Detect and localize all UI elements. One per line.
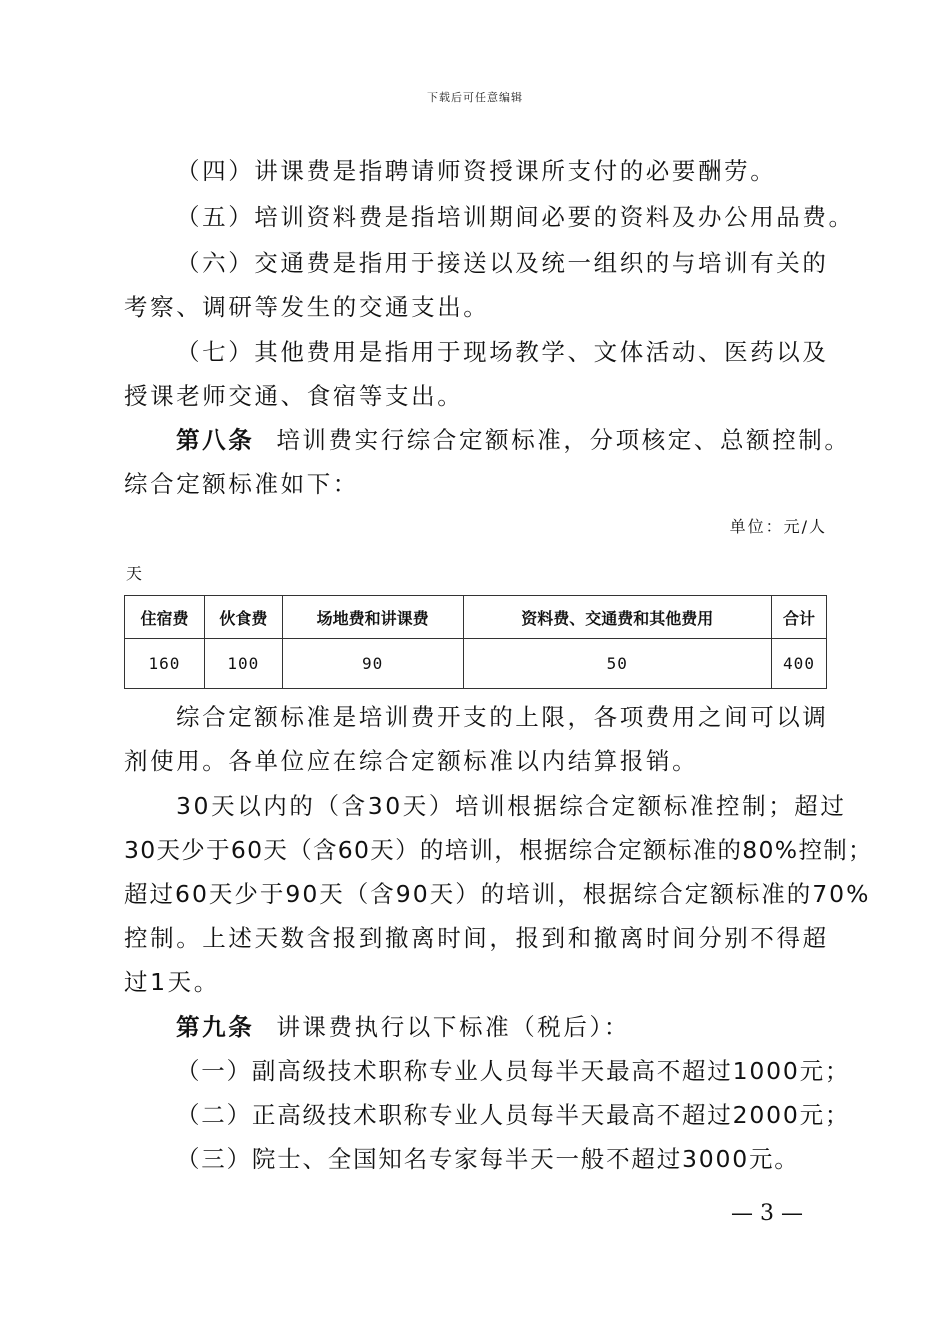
table-cell: 400: [772, 639, 827, 689]
article-8-continuation: 综合定额标准如下：: [124, 470, 359, 498]
table-header-cell: 伙食费: [204, 596, 282, 639]
table-cell: 100: [204, 639, 282, 689]
table-header-row: [125, 596, 827, 639]
table-header-cell: 场地费和讲课费: [282, 596, 463, 639]
paragraph-line: （七）其他费用是指用于现场教学、文体活动、医药以及: [176, 338, 829, 366]
table-header-cell: 资料费、交通费和其他费用: [463, 596, 771, 639]
article-8-text: 培训费实行综合定额标准，分项核定、总额控制。: [276, 426, 851, 454]
paragraph-line: 控制。上述天数含报到撤离时间，报到和撤离时间分别不得超: [124, 924, 829, 952]
paragraph-line: 30天少于60天（含60天）的培训，根据综合定额标准的80%控制；: [124, 836, 873, 864]
paragraph-line: 综合定额标准是培训费开支的上限，各项费用之间可以调: [176, 703, 829, 731]
list-item: （一）副高级技术职称专业人员每半天最高不超过1000元；: [176, 1057, 851, 1085]
unit-label: 单位：元/人: [729, 517, 827, 536]
table-cell: 160: [125, 639, 205, 689]
table-header-cell: 住宿费: [125, 596, 205, 639]
article-9-text: 讲课费执行以下标准（税后）：: [276, 1013, 630, 1041]
table-header-cell: 合计: [772, 596, 827, 639]
table-cell: 50: [463, 639, 771, 689]
article-8-line: [176, 425, 851, 455]
table-cell: 90: [282, 639, 463, 689]
unit-label-wrap: 天: [126, 564, 143, 583]
page-number: — 3 —: [731, 1201, 803, 1226]
paragraph-line: 超过60天少于90天（含90天）的培训，根据综合定额标准的70%: [124, 880, 871, 908]
paragraph-line: 授课老师交通、食宿等支出。: [124, 382, 464, 410]
paragraph-line: （四）讲课费是指聘请师资授课所支付的必要酬劳。: [176, 157, 777, 185]
article-9-line: [176, 1012, 630, 1042]
paragraph-line: 剂使用。各单位应在综合定额标准以内结算报销。: [124, 747, 699, 775]
article-9-label: 第九条: [176, 1013, 255, 1041]
paragraph-line: 30天以内的（含30天）培训根据综合定额标准控制；超过: [176, 792, 847, 820]
paragraph-line: 考察、调研等发生的交通支出。: [124, 293, 490, 321]
paragraph-line: （五）培训资料费是指培训期间必要的资料及办公用品费。: [176, 203, 855, 231]
list-item: （二）正高级技术职称专业人员每半天最高不超过2000元；: [176, 1101, 851, 1129]
article-8-label: 第八条: [176, 426, 255, 454]
table-row: [125, 639, 827, 689]
fee-standard-table: [124, 595, 827, 689]
paragraph-line: 过1天。: [124, 968, 220, 996]
paragraph-line: （六）交通费是指用于接送以及统一组织的与培训有关的: [176, 249, 829, 277]
list-item: （三）院士、全国知名专家每半天一般不超过3000元。: [176, 1145, 800, 1173]
page-header: 下载后可任意编辑: [427, 91, 523, 104]
